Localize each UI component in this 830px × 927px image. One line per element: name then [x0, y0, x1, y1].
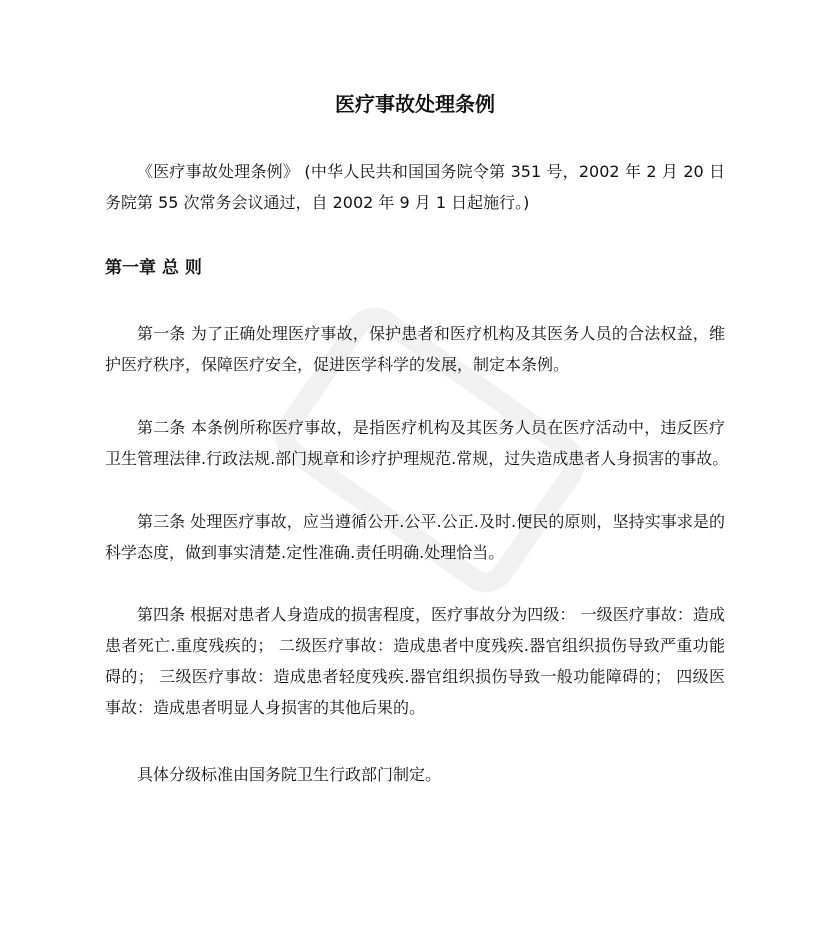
article-line: 具体分级标准由国务院卫生行政部门制定。 [137, 765, 442, 784]
article-line: 卫生管理法律.行政法规.部门规章和诊疗护理规范.常规，过失造成患者人身损害的事故。 [105, 449, 729, 468]
intro-line: 务院第 55 次常务会议通过，自 2002 年 9 月 1 日起施行。) [105, 193, 530, 212]
article-4 [105, 599, 725, 723]
article-2 [105, 412, 729, 474]
document-title: 医疗事故处理条例 [335, 92, 495, 116]
chapter-heading: 第一章 总 则 [105, 258, 202, 278]
article-3 [105, 506, 725, 568]
article-line: 第一条 为了正确处理医疗事故，保护患者和医疗机构及其医务人员的合法权益，维 [137, 324, 725, 343]
article-line: 事故：造成患者明显人身损害的其他后果的。 [105, 698, 426, 717]
article-line: 第四条 根据对患者人身造成的损害程度，医疗事故分为四级： 一级医疗事故：造成 [137, 605, 725, 624]
article-line: 第二条 本条例所称医疗事故，是指医疗机构及其医务人员在医疗活动中，违反医疗 [137, 418, 725, 437]
article-line: 科学态度，做到事实清楚.定性准确.责任明确.处理恰当。 [105, 543, 505, 562]
article-line: 护医疗秩序，保障医疗安全，促进医学科学的发展，制定本条例。 [105, 355, 570, 374]
grading-note [105, 759, 725, 790]
intro-paragraph [105, 156, 725, 218]
article-line: 第三条 处理医疗事故，应当遵循公开.公平.公正.及时.便民的原则，坚持实事求是的 [137, 512, 725, 531]
article-1 [105, 318, 725, 380]
article-line: 患者死亡.重度残疾的； 二级医疗事故：造成患者中度残疾.器官组织损伤导致严重功能 [105, 636, 725, 655]
intro-line: 《医疗事故处理条例》 (中华人民共和国国务院令第 351 号，2002 年 2 月 20 日 [137, 162, 725, 181]
article-line: 碍的； 三级医疗事故：造成患者轻度残疾.器官组织损伤导致一般功能障碍的； 四级医 [105, 667, 725, 686]
